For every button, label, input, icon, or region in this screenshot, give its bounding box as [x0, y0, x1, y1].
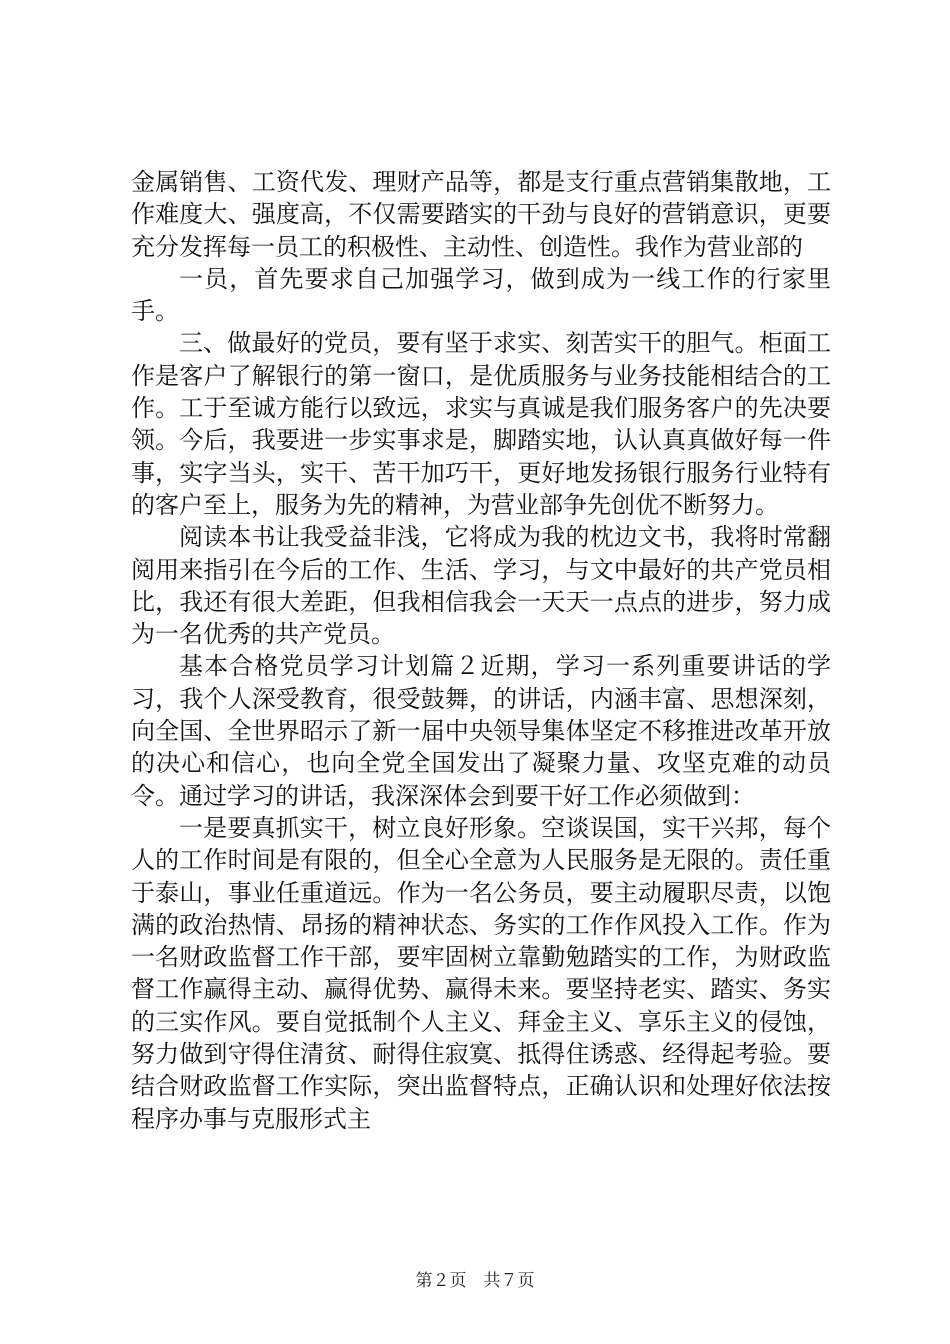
document-body: [131, 166, 831, 1135]
paragraph-1: 金属销售、工资代发、理财产品等，都是支行重点营销集散地，工作难度大、强度高，不仅需要踏实的干劲与良好的营销意识，更要充分发挥每一员工的积极性、主动性、创造性。我作为营业部的: [131, 168, 831, 261]
paragraph-3: 三、做最好的党员，要有坚于求实、刻苦实干的胆气。柜面工作是客户了解银行的第一窗口，是优质服务与业务技能相结合的工作。工于至诚方能行以致远，求实与真诚是我们服务客户的先决要领。今后，我要进一步实事求是，脚踏实地，认认真真做好每一件事，实字当头，实干、苦干加巧干，更好地发扬银行服务行业特有的客户至上，服务为先的精神，为营业部争先创优不断努力。: [131, 329, 831, 519]
page-number-footer: 第２页 共７页: [415, 1271, 535, 1291]
paragraph-5: 基本合格党员学习计划篇２近期，学习一系列重要讲话的学习，我个人深受教育，很受鼓舞，的讲话，内涵丰富、思想深刻，向全国、全世界昭示了新一届中央领导集体坚定不移推进改革开放的决心和信心，也向全党全国发出了凝聚力量、攻坚克难的动员令。通过学习的讲话，我深深体会到要干好工作必须做到：: [131, 652, 831, 810]
paragraph-2: 一员，首先要求自己加强学习，做到成为一线工作的行家里手。: [131, 264, 831, 326]
paragraph-6: 一是要真抓实干，树立良好形象。空谈误国，实干兴邦，每个人的工作时间是有限的，但全心全意为人民服务是无限的。责任重于泰山，事业任重道远。作为一名公务员，要主动履职尽责，以饱满的政治热情、昂扬的精神状态、务实的工作作风投入工作。作为一名财政监督工作干部，要牢固树立靠勤勉踏实的工作，为财政监督工作赢得主动、赢得优势、赢得未来。要坚持老实、踏实、务实的三实作风。要自觉抵制个人主义、拜金主义、享乐主义的侵蚀，努力做到守得住清贫、耐得住寂寞、抵得住诱惑、经得起考验。要结合财政监督工作实际，突出监督特点，正确认识和处理好依法按程序办事与克服形式主: [131, 813, 831, 1133]
paragraph-4: 阅读本书让我受益非浅，它将成为我的枕边文书，我将时常翻阅用来指引在今后的工作、生活、学习，与文中最好的共产党员相比，我还有很大差距，但我相信我会一天天一点点的进步，努力成为一名优秀的共产党员。: [131, 523, 831, 649]
